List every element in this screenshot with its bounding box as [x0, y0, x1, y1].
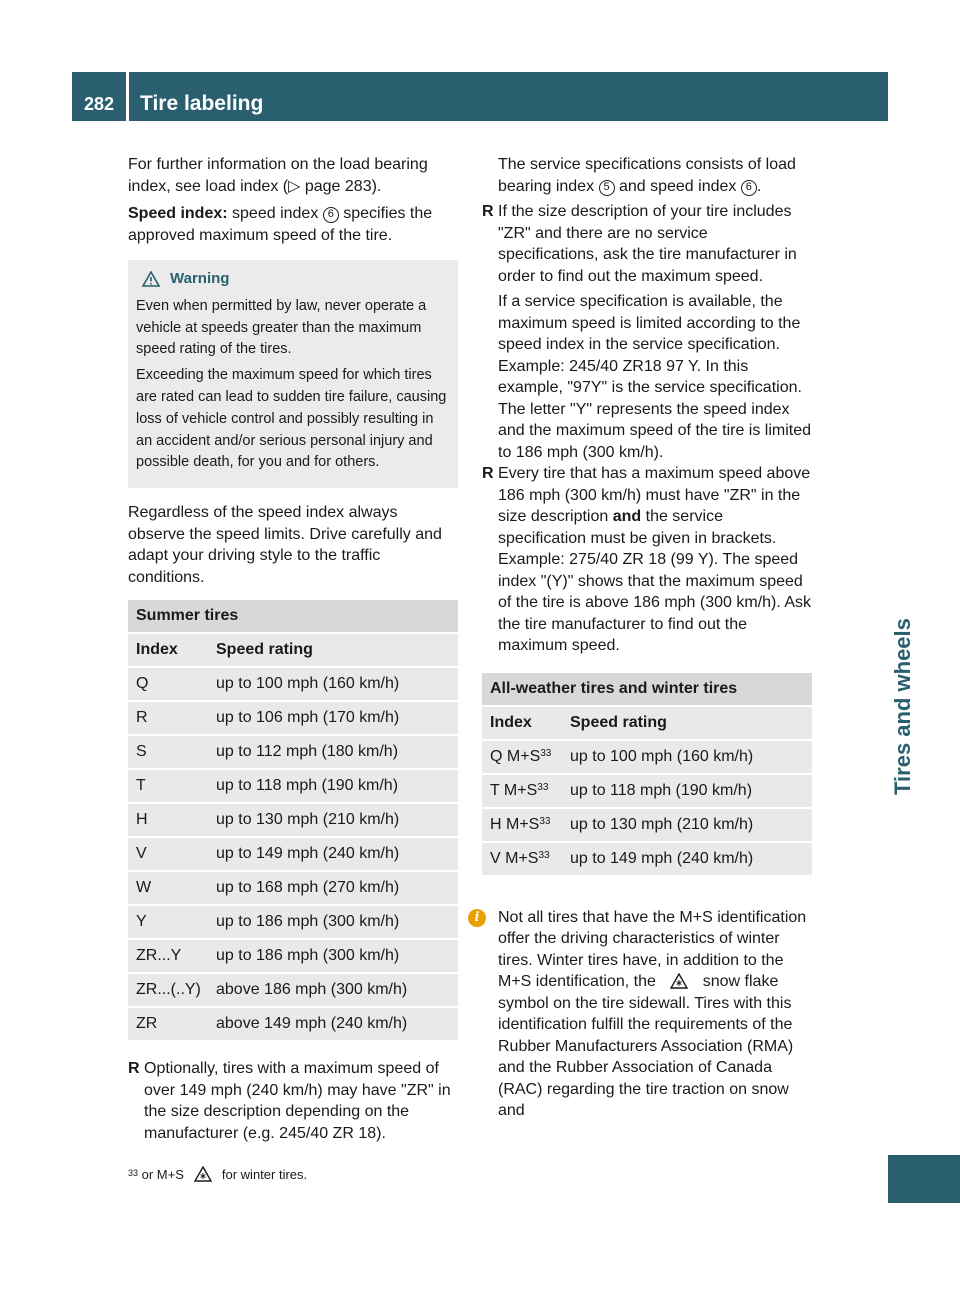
table-row: R up to 106 mph (170 km/h): [128, 702, 458, 734]
bullet-icon: R: [128, 1060, 140, 1078]
winter-header-speed: Speed rating: [562, 707, 812, 739]
left-column: [128, 154, 458, 1144]
snowflake-mountain-icon: [194, 1166, 212, 1182]
table-row: H up to 130 mph (210 km/h): [128, 804, 458, 836]
table-row: Q up to 100 mph (160 km/h): [128, 668, 458, 700]
speed-index-paragraph: Speed index: speed index 6 specifies the approved maximum speed of the tire.: [128, 205, 433, 244]
footnote-ref: 33: [538, 849, 550, 861]
circled-6-icon: 6: [741, 180, 757, 196]
page-reference-link[interactable]: ▷ page 283).: [288, 177, 382, 195]
footnote-ref: 33: [540, 747, 552, 759]
summer-header-index: Index: [128, 634, 208, 666]
footnote-number: 33: [128, 1168, 139, 1178]
page-number: 282: [83, 94, 115, 114]
bullet-icon: R: [482, 465, 494, 482]
table-row: ZR...(..Y) above 186 mph (300 km/h): [128, 974, 458, 1006]
footnote: $^{33}$ or M+S for winter tires.: [128, 1167, 308, 1182]
table-row: ZR above 149 mph (240 km/h): [128, 1008, 458, 1040]
table-row: W up to 168 mph (270 km/h): [128, 872, 458, 904]
table-row: T up to 118 mph (190 km/h): [128, 770, 458, 802]
summer-header-speed: Speed rating: [208, 634, 458, 666]
table-row: H $M+S^{33}$ up to 130 mph (210 km/h): [482, 809, 812, 841]
load-index-paragraph: For further information on the load bearing index, see load index (▷ page 283).: [128, 156, 428, 195]
optional-zr-bullet: R Optionally, tires with a maximum speed of over 149 mph (240 km/h) may have "ZR" in the size description depending on the manufacturer (e.g. 245/40 ZR 18).: [128, 1060, 451, 1142]
circled-5-icon: 5: [599, 180, 615, 196]
table-row: T $M+S^{33}$ up to 118 mph (190 km/h): [482, 775, 812, 807]
page-title: Tire labeling: [140, 92, 264, 115]
bullet-icon: R: [482, 203, 494, 220]
winter-table-caption: All-weather tires and winter tires: [482, 673, 812, 705]
right-column: [474, 154, 812, 1122]
warning-text-2: Exceeding the maximum speed for which tires are rated can lead to sudden tire failure, causing loss of vehicle control and possibly resulting in an accident and/or serious personal injury and possible death, for you and for others.: [136, 367, 447, 471]
info-note: i Not all tires that have the M+S identification offer the driving characteristics of winter tires. Winter tires have, in addition to the M+S identification, the snow flake symbol on the tire sidewall. Tires with this identification fulfill the requirements of the Rubber Manufacturers Association (RMA) and the Rubber Association of Canada (RAC) regarding the tire traction on snow and: [482, 907, 812, 1122]
footnote-ref: 33: [537, 781, 549, 793]
warning-box: [128, 260, 458, 488]
winter-header-index: Index: [482, 707, 562, 739]
table-row: V $M+S^{33}$ up to 149 mph (240 km/h): [482, 843, 812, 875]
table-row: Y up to 186 mph (300 km/h): [128, 906, 458, 938]
zr-size-bullet: R If the size description of your tire includes "ZR" and there are no service specifications, ask the tire manufacturer in order to find out the maximum speed.: [482, 203, 797, 285]
snowflake-mountain-icon: [670, 973, 688, 989]
table-row: S up to 112 mph (180 km/h): [128, 736, 458, 768]
service-spec-paragraph: The service specifications consists of load bearing index 5 and speed index 6 .: [498, 156, 796, 195]
warning-text-1: Even when permitted by law, never operate a vehicle at speeds greater than the maximum speed rating of the tires.: [136, 297, 427, 358]
info-icon: i: [468, 909, 486, 927]
above-186-bullet: R Every tire that has a maximum speed above 186 mph (300 km/h) must have "ZR" in the size description and the service specification must be given in brackets. Example: 275/40 ZR 18 (99 Y). The speed index "(Y)" shows that the maximum speed of the tire is above 186 mph (300 km/h). Ask the tire manufacturer to find out the maximum speed.: [482, 465, 812, 654]
winter-tires-table: [482, 671, 812, 877]
warning-triangle-icon: [142, 271, 160, 287]
speed-limits-paragraph: Regardless of the speed index always observe the speed limits. Drive carefully and adapt your driving style to the traffic conditions.: [128, 504, 442, 586]
side-tab: [887, 545, 959, 795]
summer-tires-table: [128, 598, 458, 1042]
summer-table-caption: Summer tires: [128, 600, 458, 632]
side-tab-label: Tires and wheels: [890, 618, 915, 795]
header-divider: [126, 72, 129, 121]
table-row: Q $M+S^{33}$ up to 100 mph (160 km/h): [482, 741, 812, 773]
circled-6-icon: 6: [323, 207, 339, 223]
service-available-paragraph: If a service specification is available, the maximum speed is limited according to the speed index in the service specification. Example: 245/40 ZR18 97 Y. In this example, "97Y" is the service specification. The letter "Y" represents the speed index and the maximum speed of the tire is limited to 186 mph (300 km/h).: [498, 293, 812, 461]
side-tab-marker: [888, 1155, 960, 1203]
footnote-ref: 33: [539, 815, 551, 827]
table-row: ZR...Y up to 186 mph (300 km/h): [128, 940, 458, 972]
warning-title: Warning: [170, 270, 230, 287]
table-row: V up to 149 mph (240 km/h): [128, 838, 458, 870]
